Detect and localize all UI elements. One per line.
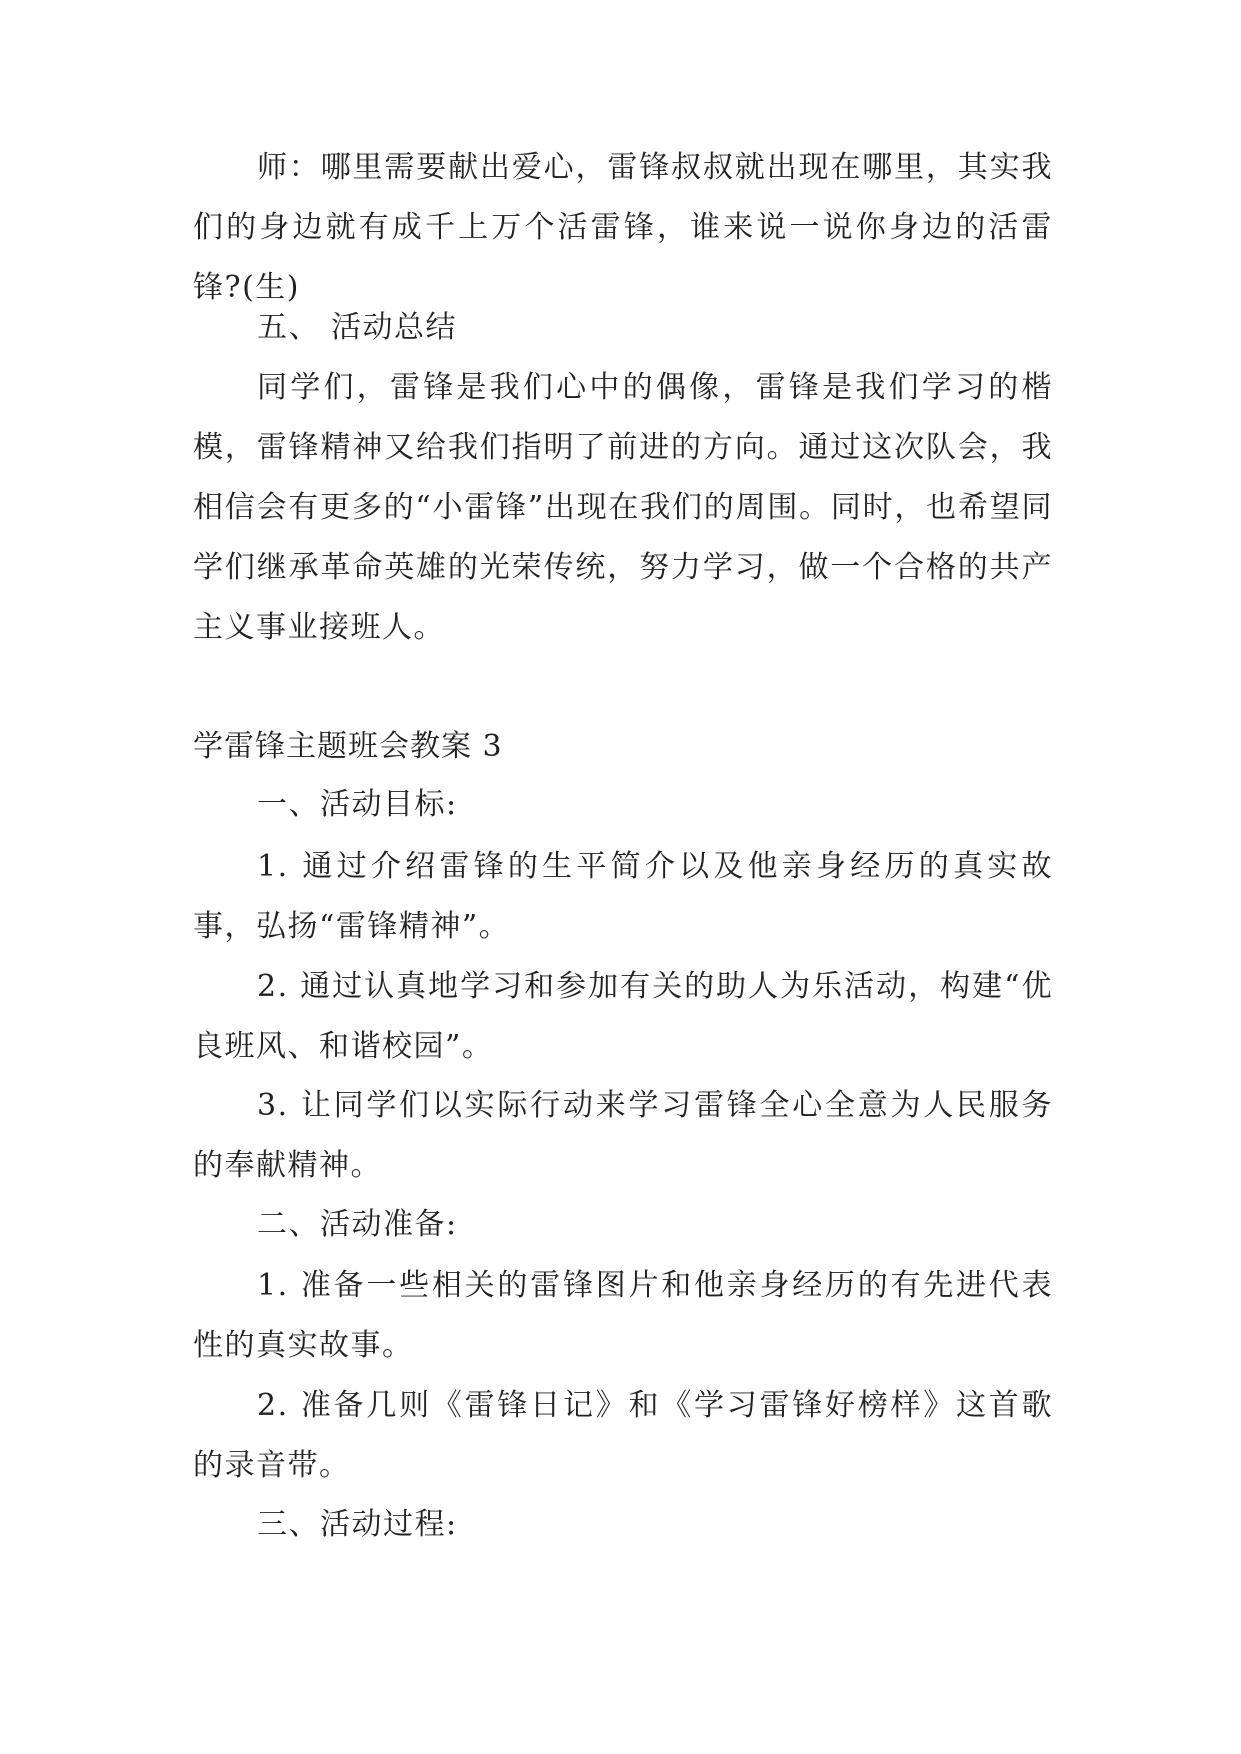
section-heading-goals: 一、活动目标: [257,787,458,822]
paragraph-summary: 同学们，雷锋是我们心中的偶像，雷锋是我们学习的楷模，雷锋精神又给我们指明了前进的方向。通过这次队会，我相信会有更多的“小雷锋”出现在我们的周围。同时，也希望同学们继承革命英雄的光荣传统，努力学习，做一个合格的共产主义事业接班人。 [193,370,1053,645]
preparation-item-2: 2. 准备几则《雷锋日记》和《学习雷锋好榜样》这首歌的录音带。 [193,1388,1053,1483]
section-heading-summary: 五、 活动总结 [257,310,458,345]
paragraph-teacher-remark: 师：哪里需要献出爱心，雷锋叔叔就出现在哪里，其实我们的身边就有成千上万个活雷锋，谁来说一说你身边的活雷锋?(生) [193,150,1053,305]
goal-item-2: 2. 通过认真地学习和参加有关的助人为乐活动，构建“优良班风、和谐校园”。 [193,969,1053,1064]
section-heading-preparation: 二、活动准备: [257,1207,458,1242]
goal-item-3: 3. 让同学们以实际行动来学习雷锋全心全意为人民服务的奉献精神。 [193,1088,1053,1183]
lesson-plan-title: 学雷锋主题班会教案 3 [193,729,503,764]
section-heading-process: 三、活动过程: [257,1507,458,1542]
goal-item-1: 1. 通过介绍雷锋的生平简介以及他亲身经历的真实故事，弘扬“雷锋精神”。 [193,849,1053,944]
preparation-item-1: 1. 准备一些相关的雷锋图片和他亲身经历的有先进代表性的真实故事。 [193,1268,1053,1363]
